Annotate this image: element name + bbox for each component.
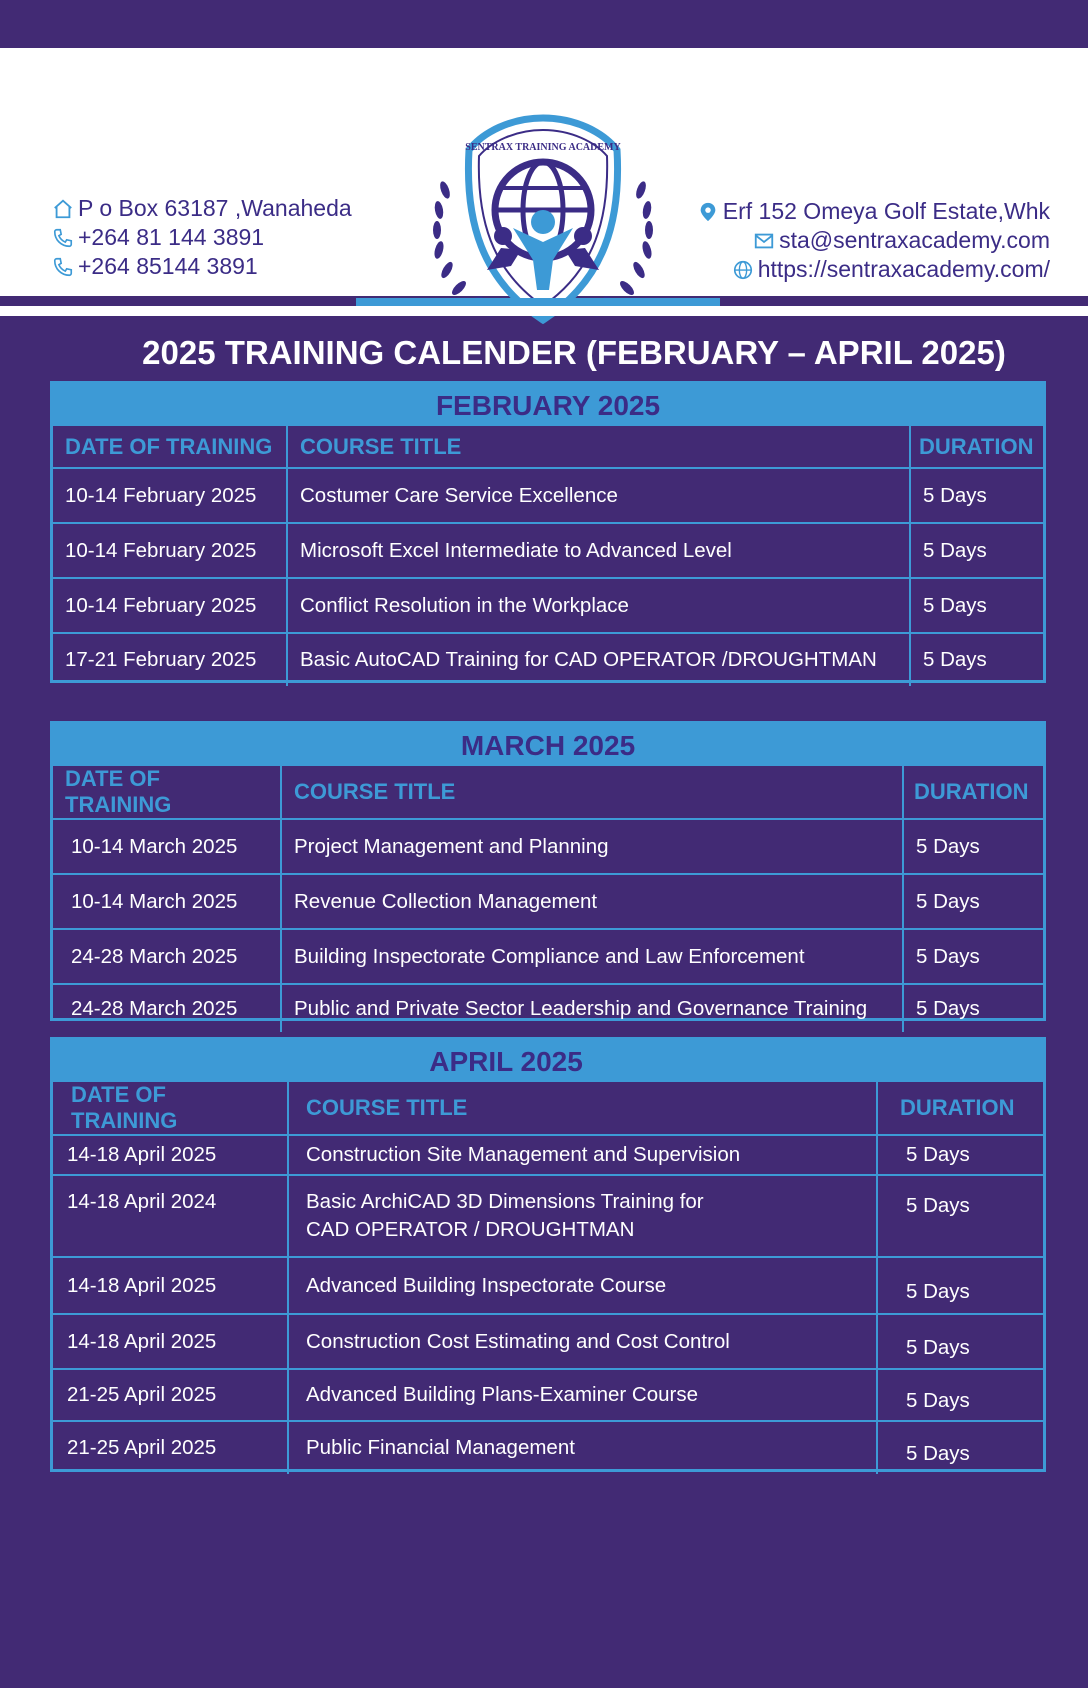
email[interactable]: sta@sentraxacademy.com <box>779 227 1050 253</box>
table-row <box>53 929 1043 984</box>
col-date-header: DATE OF TRAINING <box>53 426 287 468</box>
logo-text: SENTRAX TRAINING ACADEMY <box>465 142 621 153</box>
course-title: Advanced Building Plans-Examiner Course <box>288 1369 877 1421</box>
table-header-row <box>53 766 1043 819</box>
training-date: 10-14 February 2025 <box>53 578 287 633</box>
location-pin-icon <box>697 201 719 223</box>
duration: 5 Days <box>910 633 1043 686</box>
training-date: 10-14 March 2025 <box>53 819 281 874</box>
training-date: 14-18 April 2024 <box>53 1175 288 1257</box>
course-title-line-2: CAD OPERATOR / DROUGHTMAN <box>306 1218 635 1241</box>
table-header-row <box>53 426 1043 468</box>
address-row <box>697 197 1050 226</box>
table-row <box>53 1257 1043 1314</box>
table-row <box>53 1369 1043 1421</box>
duration: 5 Days <box>910 523 1043 578</box>
duration: 5 Days <box>903 874 1043 929</box>
training-date: 10-14 February 2025 <box>53 523 287 578</box>
month-table-march <box>50 721 1046 1021</box>
col-course-header: COURSE TITLE <box>287 426 910 468</box>
course-title-line-1: Basic ArchiCAD 3D Dimensions Training for <box>306 1190 704 1213</box>
course-title: Revenue Collection Management <box>281 874 903 929</box>
table-row <box>53 819 1043 874</box>
table-row <box>53 468 1043 523</box>
table-row <box>53 1135 1043 1175</box>
duration: 5 Days <box>903 929 1043 984</box>
training-date: 10-14 March 2025 <box>53 874 281 929</box>
schedule-table <box>53 766 1043 1032</box>
table-row <box>53 633 1043 686</box>
top-band <box>0 0 1088 48</box>
address: Erf 152 Omeya Golf Estate,Whk <box>722 198 1050 224</box>
page-title: 2025 TRAINING CALENDER (FEBRUARY – APRIL 2025) <box>142 334 1006 371</box>
po-box-row <box>52 194 352 223</box>
schedule-table <box>53 426 1043 686</box>
course-title: Basic AutoCAD Training for CAD OPERATOR /DROUGHTMAN <box>287 633 910 686</box>
table-row <box>53 523 1043 578</box>
email-row <box>697 226 1050 255</box>
duration: 5 Days <box>877 1369 1043 1421</box>
duration: 5 Days <box>877 1421 1043 1474</box>
table-row <box>53 1421 1043 1474</box>
col-duration-header: DURATION <box>877 1082 1043 1135</box>
month-heading: FEBRUARY 2025 <box>53 384 1043 426</box>
duration: 5 Days <box>877 1135 1043 1175</box>
col-date-header: DATE OF TRAINING <box>53 766 281 819</box>
table-row <box>53 1175 1043 1257</box>
training-date: 21-25 April 2025 <box>53 1421 288 1474</box>
training-date: 24-28 March 2025 <box>53 929 281 984</box>
duration: 5 Days <box>877 1257 1043 1314</box>
month-table-april <box>50 1037 1046 1472</box>
duration: 5 Days <box>910 468 1043 523</box>
col-duration-header: DURATION <box>910 426 1043 468</box>
phone2-row <box>52 252 352 281</box>
training-date: 14-18 April 2025 <box>53 1135 288 1175</box>
training-date: 17-21 February 2025 <box>53 633 287 686</box>
contact-left <box>52 194 352 281</box>
divider-white <box>0 306 1088 316</box>
mail-icon <box>753 230 775 252</box>
course-title: Costumer Care Service Excellence <box>287 468 910 523</box>
training-date: 10-14 February 2025 <box>53 468 287 523</box>
course-title: Building Inspectorate Compliance and Law Enforcement <box>281 929 903 984</box>
duration: 5 Days <box>877 1175 1043 1257</box>
table-row <box>53 984 1043 1032</box>
training-date: 14-18 April 2025 <box>53 1314 288 1369</box>
course-title: Advanced Building Inspectorate Course <box>288 1257 877 1314</box>
col-course-header: COURSE TITLE <box>281 766 903 819</box>
training-date: 21-25 April 2025 <box>53 1369 288 1421</box>
contact-right <box>697 197 1050 284</box>
month-table-february <box>50 381 1046 683</box>
website-row <box>697 255 1050 284</box>
duration: 5 Days <box>877 1314 1043 1369</box>
training-date: 24-28 March 2025 <box>53 984 281 1032</box>
course-title: Public and Private Sector Leadership and Governance Training <box>281 984 903 1032</box>
course-title: Conflict Resolution in the Workplace <box>287 578 910 633</box>
website[interactable]: https://sentraxacademy.com/ <box>757 256 1050 282</box>
month-heading: APRIL 2025 <box>53 1040 1043 1082</box>
course-title: Construction Cost Estimating and Cost Control <box>288 1314 877 1369</box>
table-row <box>53 874 1043 929</box>
home-icon <box>52 198 74 220</box>
col-duration-header: DURATION <box>903 766 1043 819</box>
phone-icon <box>52 227 74 249</box>
course-title <box>288 1175 877 1257</box>
duration: 5 Days <box>903 984 1043 1032</box>
po-box: P o Box 63187 ,Wanaheda <box>78 195 352 221</box>
course-title: Microsoft Excel Intermediate to Advanced Level <box>287 523 910 578</box>
training-date: 14-18 April 2025 <box>53 1257 288 1314</box>
course-title: Construction Site Management and Supervision <box>288 1135 877 1175</box>
duration: 5 Days <box>903 819 1043 874</box>
course-title: Project Management and Planning <box>281 819 903 874</box>
letterhead <box>0 48 1088 296</box>
schedule-table <box>53 1082 1043 1474</box>
table-row <box>53 1314 1043 1369</box>
phone1-row <box>52 223 352 252</box>
phone-1[interactable]: +264 81 144 3891 <box>78 224 265 250</box>
month-heading: MARCH 2025 <box>53 724 1043 766</box>
divider-accent <box>356 298 720 306</box>
table-header-row <box>53 1082 1043 1135</box>
col-date-header: DATE OF TRAINING <box>53 1082 288 1135</box>
phone-icon <box>52 256 74 278</box>
table-row <box>53 578 1043 633</box>
col-course-header: COURSE TITLE <box>288 1082 877 1135</box>
course-title: Public Financial Management <box>288 1421 877 1474</box>
duration: 5 Days <box>910 578 1043 633</box>
phone-2[interactable]: +264 85144 3891 <box>78 253 258 279</box>
globe-icon <box>732 259 754 281</box>
